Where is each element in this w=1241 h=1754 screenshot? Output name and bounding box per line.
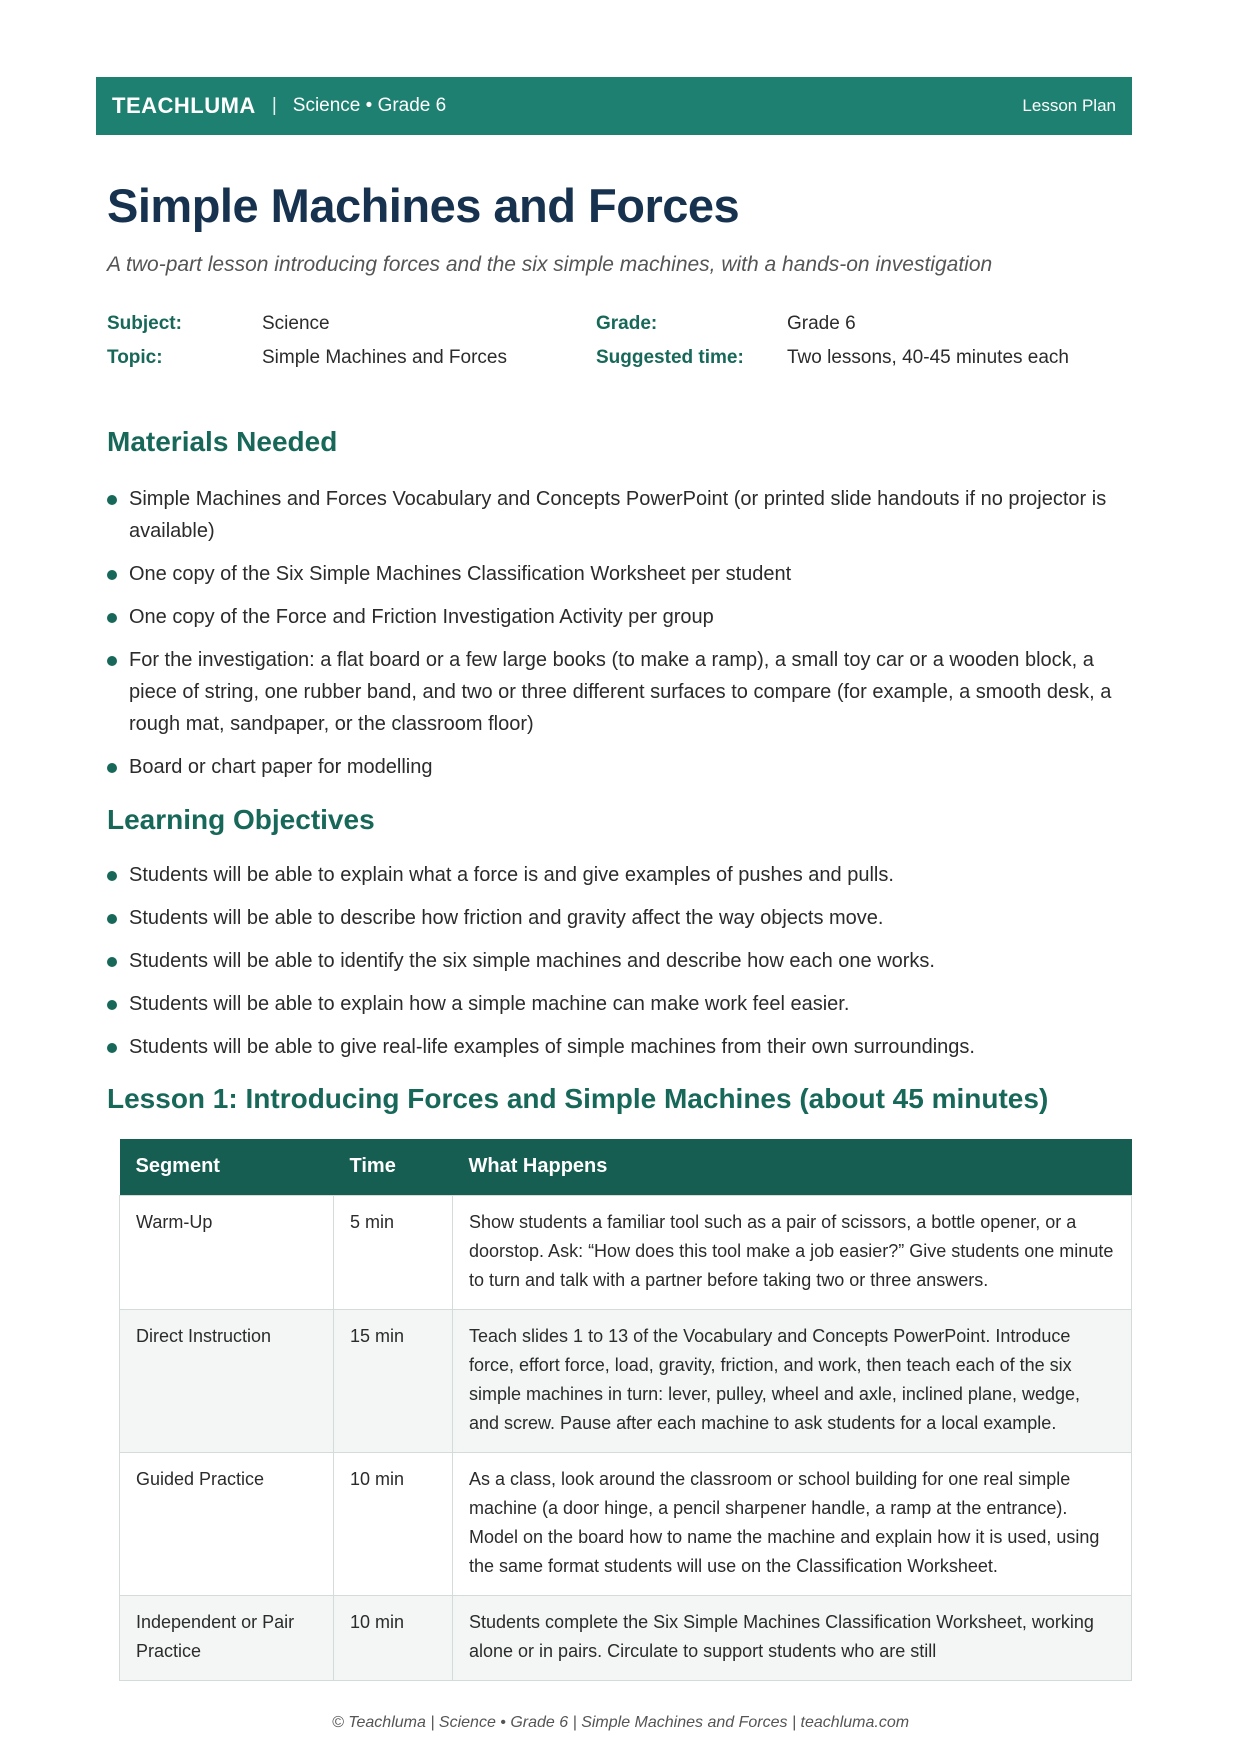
materials-heading: Materials Needed xyxy=(107,426,338,457)
bullet-icon xyxy=(107,656,117,666)
list-item-text: Students will be able to identify the six simple machines and describe how each one works. xyxy=(129,950,935,972)
time-cell: 10 min xyxy=(334,1595,453,1680)
column-header-segment: Segment xyxy=(120,1139,334,1195)
table-row xyxy=(120,1595,1132,1680)
time-cell: 15 min xyxy=(334,1309,453,1452)
list-item xyxy=(107,558,1147,590)
table-row xyxy=(120,1309,1132,1452)
topic-value: Simple Machines and Forces xyxy=(262,347,507,368)
page-title: Simple Machines and Forces xyxy=(107,179,740,232)
list-item xyxy=(107,1031,1147,1063)
table-row xyxy=(120,1195,1132,1309)
list-item-text: Students will be able to explain how a simple machine can make work feel easier. xyxy=(129,993,850,1015)
bullet-icon xyxy=(107,957,117,967)
description-cell: Teach slides 1 to 13 of the Vocabulary and Concepts PowerPoint. Introduce force, effort force, load, gravity, friction, and work, then teach each of the six simple machines in turn: lever, pulley, wheel and axle, inclined plane, wedge, and screw. Pause after each machine to ask students for a local example. xyxy=(453,1309,1132,1452)
column-header-what-happens: What Happens xyxy=(453,1139,1132,1195)
header-separator: | xyxy=(271,95,277,116)
bullet-icon xyxy=(107,1000,117,1010)
bullet-icon xyxy=(107,613,117,623)
time-cell: 10 min xyxy=(334,1452,453,1595)
table-row xyxy=(120,1452,1132,1595)
bullet-icon xyxy=(107,495,117,505)
list-item xyxy=(107,988,1147,1020)
list-item-text: Students will be able to describe how friction and gravity affect the way objects move. xyxy=(129,907,884,929)
segment-cell: Guided Practice xyxy=(120,1452,334,1595)
materials-list xyxy=(107,483,1147,794)
list-item xyxy=(107,945,1147,977)
time-label: Suggested time: xyxy=(596,347,744,368)
list-item xyxy=(107,601,1147,633)
page-footer: © Teachluma | Science • Grade 6 | Simple Machines and Forces | teachluma.com xyxy=(331,1714,910,1731)
list-item-text: Board or chart paper for modelling xyxy=(129,756,433,778)
lesson1-table xyxy=(119,1139,1132,1681)
list-item xyxy=(107,483,1147,547)
header-subtitle: Science • Grade 6 xyxy=(292,95,447,116)
list-item-text: Students will be able to give real-life examples of simple machines from their own surroundings. xyxy=(129,1036,975,1058)
list-item xyxy=(107,751,1147,783)
header-bar xyxy=(96,77,1132,135)
grade-value: Grade 6 xyxy=(787,313,856,334)
brand-logo-text: TEACHLUMA xyxy=(112,93,256,118)
list-item xyxy=(107,859,1147,891)
column-header-time: Time xyxy=(334,1139,453,1195)
objectives-heading: Learning Objectives xyxy=(107,804,375,835)
page-subtitle: A two-part lesson introducing forces and the six simple machines, with a hands-on investigation xyxy=(107,253,993,276)
table-header-row xyxy=(120,1139,1132,1195)
subject-value: Science xyxy=(262,313,330,334)
list-item-text: One copy of the Six Simple Machines Classification Worksheet per student xyxy=(129,563,792,585)
time-cell: 5 min xyxy=(334,1195,453,1309)
subject-label: Subject: xyxy=(107,313,182,334)
list-item xyxy=(107,644,1147,740)
description-cell: Show students a familiar tool such as a pair of scissors, a bottle opener, or a doorstop. Ask: “How does this tool make a job easier?” Give students one minute to turn and talk with a partner before taking two or three answers. xyxy=(453,1195,1132,1309)
bullet-icon xyxy=(107,914,117,924)
lesson1-heading: Lesson 1: Introducing Forces and Simple Machines (about 45 minutes) xyxy=(107,1083,1049,1114)
meta-values-right xyxy=(787,307,1069,375)
list-item-text: Simple Machines and Forces Vocabulary and Concepts PowerPoint (or printed slide handouts if no projector is available) xyxy=(129,488,1107,542)
document-type-label: Lesson Plan xyxy=(1022,96,1116,115)
list-item-text: For the investigation: a flat board or a few large books (to make a ramp), a small toy car or a wooden block, a piece of string, one rubber band, and two or three different surfaces to compare (for example, a smooth desk, a rough mat, sandpaper, or the classroom floor) xyxy=(129,649,1112,735)
time-value: Two lessons, 40-45 minutes each xyxy=(787,347,1069,368)
list-item-text: Students will be able to explain what a force is and give examples of pushes and pulls. xyxy=(129,864,894,886)
segment-cell: Warm-Up xyxy=(120,1195,334,1309)
list-item xyxy=(107,902,1147,934)
description-cell: As a class, look around the classroom or school building for one real simple machine (a door hinge, a pencil sharpener handle, a ramp at the entrance). Model on the board how to name the machine and explain how it is used, using the same format students will use on the Classification Worksheet. xyxy=(453,1452,1132,1595)
meta-labels-left xyxy=(107,307,182,375)
bullet-icon xyxy=(107,1043,117,1053)
topic-label: Topic: xyxy=(107,347,163,368)
meta-values-left xyxy=(262,307,507,375)
bullet-icon xyxy=(107,763,117,773)
segment-cell: Independent or Pair Practice xyxy=(120,1595,334,1680)
objectives-list xyxy=(107,859,1147,1074)
list-item-text: One copy of the Force and Friction Investigation Activity per group xyxy=(129,606,714,628)
bullet-icon xyxy=(107,871,117,881)
meta-labels-right xyxy=(596,307,744,375)
grade-label: Grade: xyxy=(596,313,658,334)
description-cell: Students complete the Six Simple Machines Classification Worksheet, working alone or in pairs. Circulate to support students who are still xyxy=(453,1595,1132,1680)
segment-cell: Direct Instruction xyxy=(120,1309,334,1452)
bullet-icon xyxy=(107,570,117,580)
